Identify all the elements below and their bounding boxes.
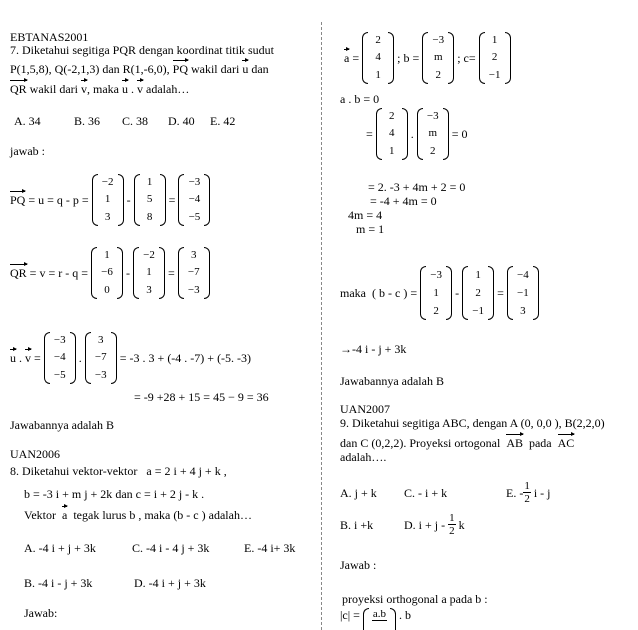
projection-fraction: a.b <box>363 608 396 630</box>
result-vector: →-4 i - j + 3k <box>340 342 407 356</box>
q9-option-e: E. - $\frac{1}{2}$ i - j <box>506 480 551 505</box>
jawab-label-3: Jawab : <box>340 558 377 572</box>
q7-option-a: A. 34 <box>14 114 41 128</box>
answer-q7: Jawabannya adalah B <box>10 418 114 432</box>
qr-vector-r: 1 −6 0 <box>91 247 123 299</box>
bc-vector-b: −3 1 2 <box>420 266 452 320</box>
q7-option-d: D. 40 <box>168 114 195 128</box>
step-2: = -4 + 4m = 0 <box>370 194 437 208</box>
projection-formula: |c| = a.b . b <box>340 608 411 630</box>
pq-vector-result: −3 −4 −5 <box>178 174 210 226</box>
q9-option-b: B. i +k <box>340 518 374 532</box>
q7-option-b: B. 36 <box>74 114 101 128</box>
column-divider <box>321 22 322 630</box>
pq-equation: PQ = u = q - p = −2 1 3 - 1 5 8 = −3 −4 −5 <box>10 172 210 228</box>
ab-zero: a . b = 0 <box>340 92 380 106</box>
qr-vector-result: 3 −7 −3 <box>178 247 210 299</box>
projection-text: proyeksi orthogonal a pada b : <box>342 592 488 606</box>
qr-equation: QR = v = r - q = 1 −6 0 - −2 1 3 = 3 −7 −3 <box>10 245 210 301</box>
exam-heading-ebtanas2001: EBTANAS2001 <box>10 30 89 44</box>
question-9-line-2: dan C (0,2,2). Proyeksi ortogonal AB pada AC <box>340 436 575 450</box>
question-7-line-1: 7. Diketahui segitiga PQR dengan koordinat titik sudut <box>10 43 274 57</box>
dot-product-result: = -9 +28 + 15 = 45 − 9 = 36 <box>134 390 269 404</box>
step-1: = 2. -3 + 4m + 2 = 0 <box>368 180 466 194</box>
jawab-label: jawab : <box>10 144 45 158</box>
question-7-line-2: P(1,5,8), Q(-2,1,3) dan R(1,-6,0), PQ wakil dari u dan <box>10 62 269 76</box>
dot-vector-a: 2 4 1 <box>376 108 408 160</box>
vectors-abc: a = 2 4 1 ; b = −3 m 2 ; c= 1 2 −1 <box>344 30 511 86</box>
exam-heading-uan2007: UAN2007 <box>340 402 390 416</box>
dot-vector-b: −3 m 2 <box>417 108 449 160</box>
step-4: m = 1 <box>356 222 385 236</box>
q9-option-a: A. j + k <box>340 486 377 500</box>
dot-ab-equation: = 2 4 1 . −3 m 2 = 0 <box>366 106 468 162</box>
pq-vector-q: −2 1 3 <box>92 174 124 226</box>
b-minus-c-equation: maka ( b - c ) = −3 1 2 - 1 2 −1 = −4 −1 3 <box>340 264 539 322</box>
question-7-line-3: QR wakil dari v, maka u . v adalah… <box>10 82 190 96</box>
q9-option-c: C. - i + k <box>404 486 448 500</box>
q8-option-b: B. -4 i - j + 3k <box>24 576 93 590</box>
jawab-label-2: Jawab: <box>24 606 58 620</box>
q8-option-c: C. -4 i - 4 j + 3k <box>132 541 210 555</box>
answer-q8: Jawabannya adalah B <box>340 374 444 388</box>
question-8-line-1: 8. Diketahui vektor-vektor a = 2 i + 4 j + k , <box>10 464 227 478</box>
dot-product-equation: u . v = −3 −4 −5 . 3 −7 −3 = -3 . 3 + (-4 . -7) + (-5. -3) <box>10 330 251 386</box>
pq-vector-p: 1 5 8 <box>134 174 166 226</box>
q8-option-e: E. -4 i+ 3k <box>244 541 296 555</box>
bc-vector-result: −4 −1 3 <box>507 266 539 320</box>
qr-vector-q: −2 1 3 <box>133 247 165 299</box>
vector-c: 1 2 −1 <box>479 32 511 84</box>
q7-option-e: E. 42 <box>210 114 236 128</box>
vector-a: 2 4 1 <box>362 32 394 84</box>
dot-vector-v: 3 −7 −3 <box>85 332 117 384</box>
vector-b: −3 m 2 <box>422 32 454 84</box>
question-8-line-2: b = -3 i + m j + 2k dan c = i + 2 j - k . <box>24 487 205 501</box>
bc-vector-c: 1 2 −1 <box>462 266 494 320</box>
q9-option-d: D. i + j - $\frac{1}{2}$ k <box>404 512 465 537</box>
question-9-line-3: adalah…. <box>340 450 387 464</box>
exam-heading-uan2006: UAN2006 <box>10 447 60 461</box>
question-9-line-1: 9. Diketahui segitiga ABC, dengan A (0, 0,0 ), B(2,2,0) <box>340 416 605 430</box>
step-3: 4m = 4 <box>348 208 383 222</box>
q8-option-d: D. -4 i + j + 3k <box>134 576 206 590</box>
question-8-line-3: Vektor a tegak lurus b , maka (b - c ) adalah… <box>24 508 252 522</box>
q8-option-a: A. -4 i + j + 3k <box>24 541 96 555</box>
q7-option-c: C. 38 <box>122 114 149 128</box>
dot-vector-u: −3 −4 −5 <box>44 332 76 384</box>
